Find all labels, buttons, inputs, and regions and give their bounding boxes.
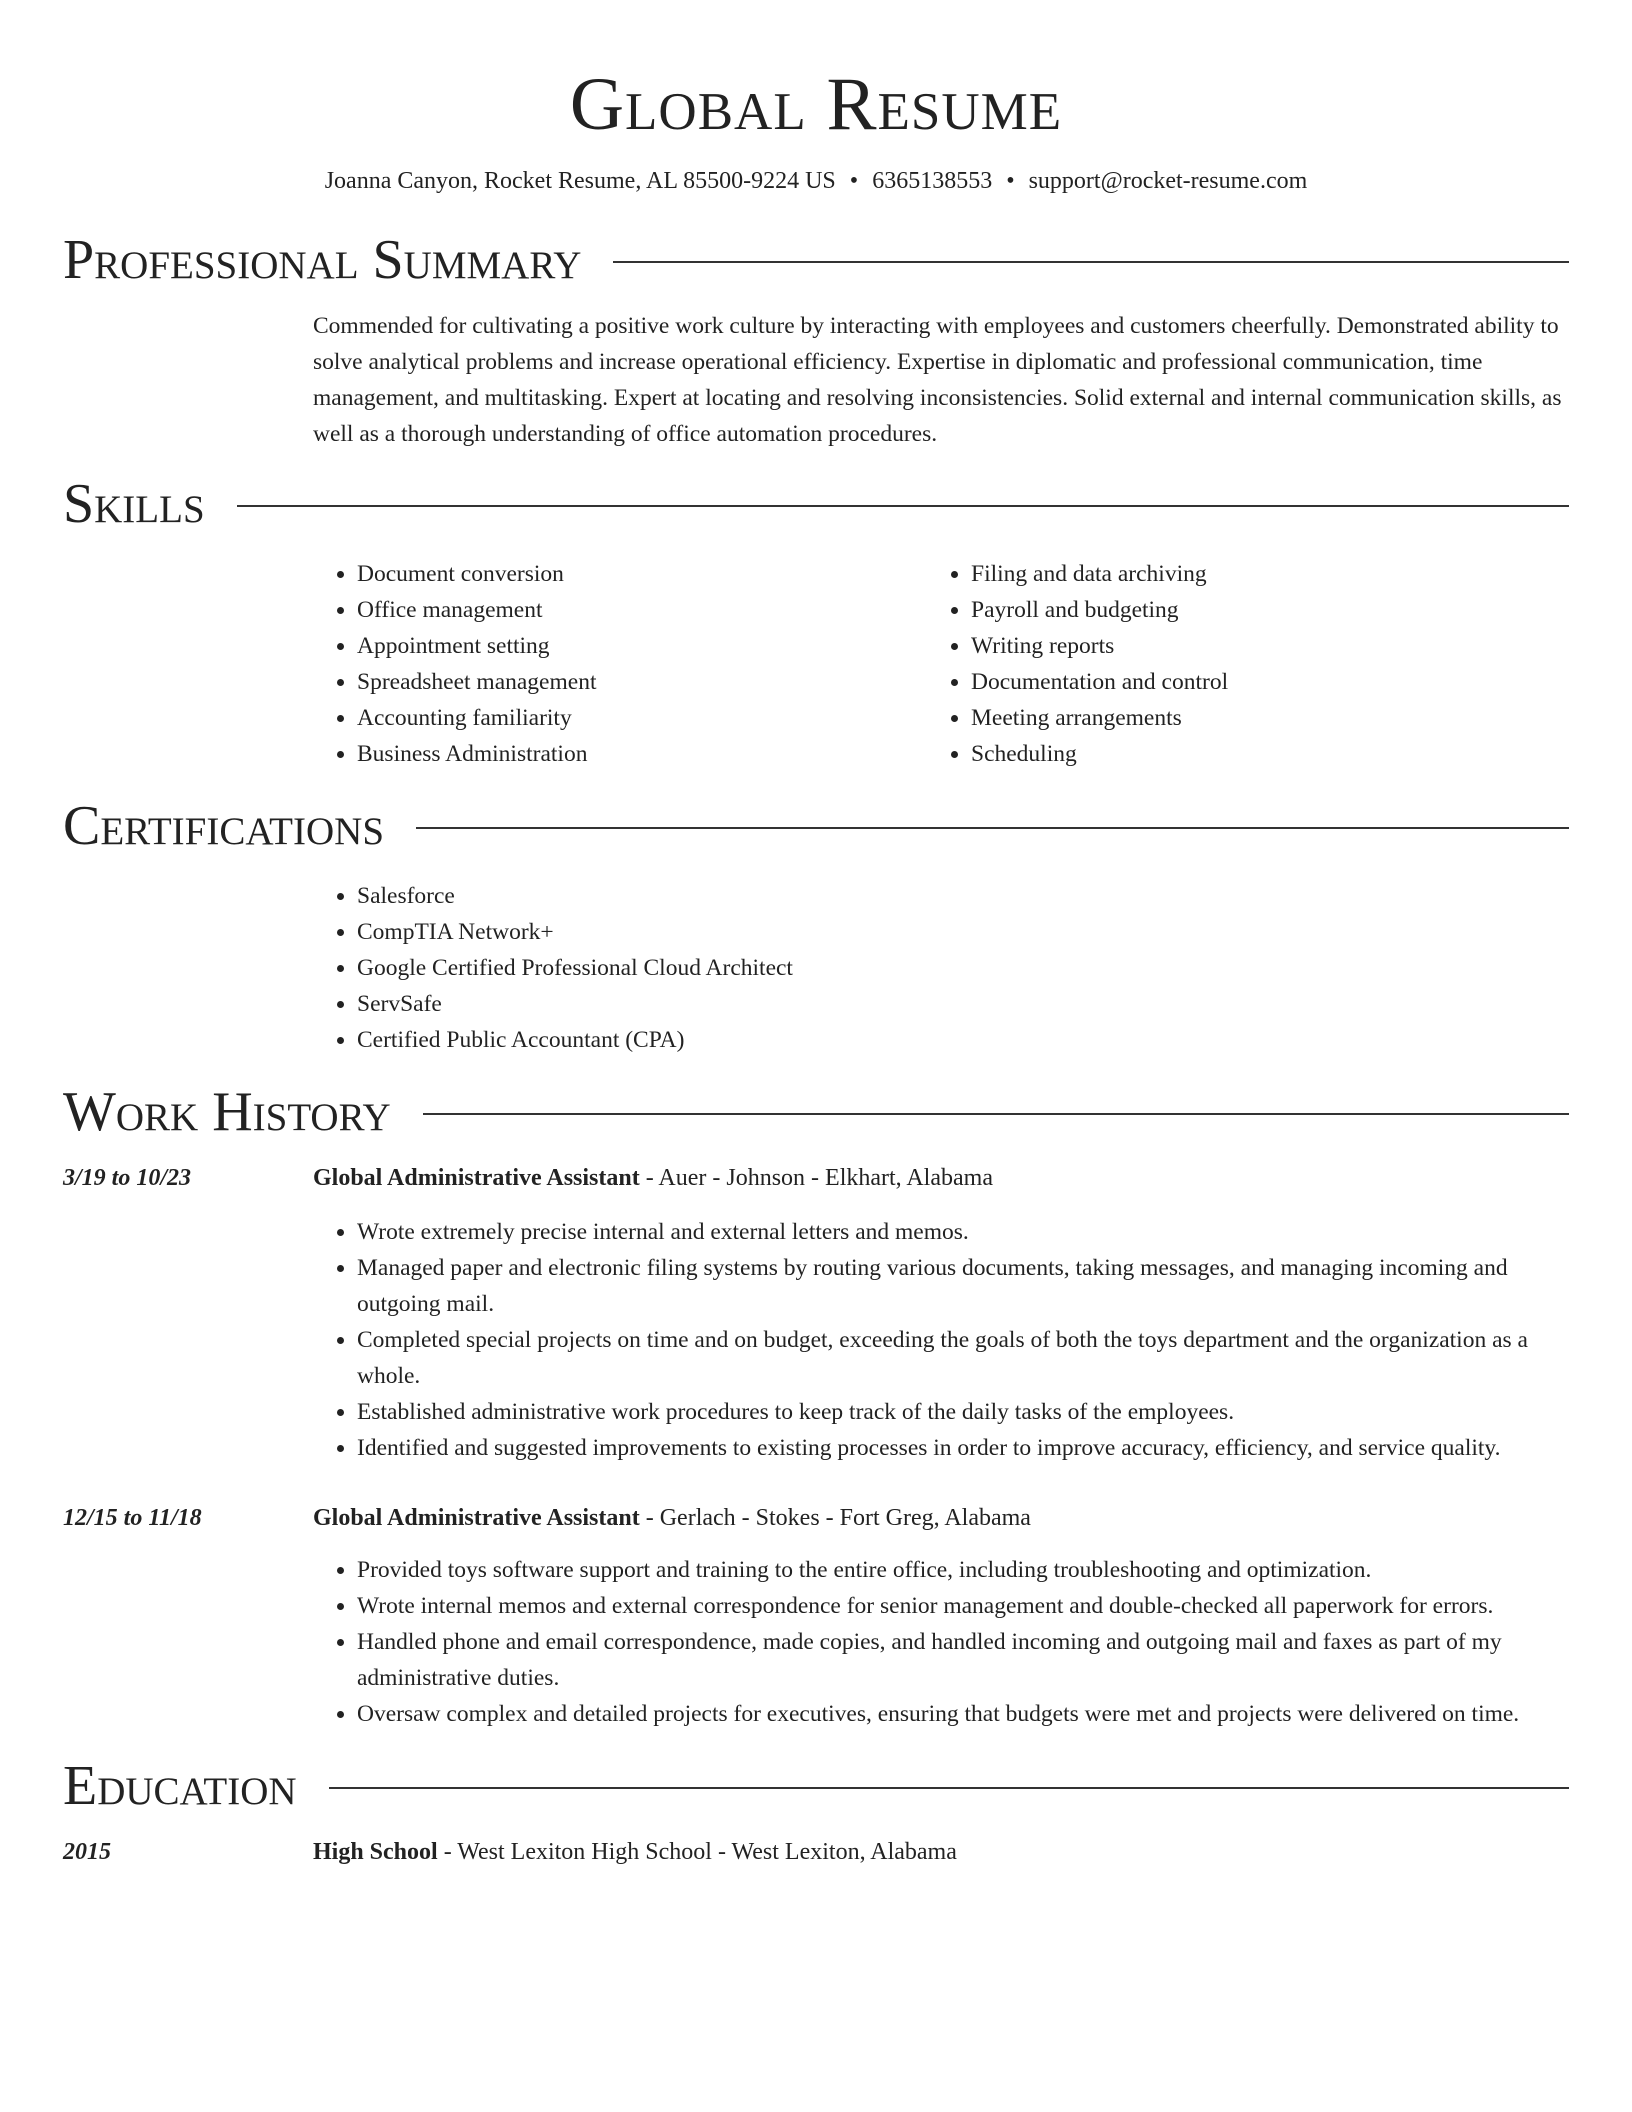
work-section-header xyxy=(63,1082,1569,1142)
job-duty-item: • Identified and suggested improvements to existing processes in order to improve accuracy, efficiency, and service quality. xyxy=(357,1430,1569,1466)
job-duty-item: • Oversaw complex and detailed projects for executives, ensuring that budgets were met and projects were delivered on time. xyxy=(357,1696,1569,1732)
skills-column-left xyxy=(313,556,927,772)
section-divider xyxy=(613,261,1569,263)
skill-item: • Office management xyxy=(357,592,927,628)
contact-email: support@rocket-resume.com xyxy=(1028,168,1308,194)
job-duties-list xyxy=(313,1214,1569,1466)
job-duty-item: • Wrote extremely precise internal and external letters and memos. xyxy=(357,1214,1569,1250)
skill-item: • Documentation and control xyxy=(971,664,1541,700)
contact-phone: 6365138553 xyxy=(872,168,993,194)
certifications-list xyxy=(313,878,1569,1058)
job-heading xyxy=(313,1500,1031,1536)
certifications-block xyxy=(313,878,1569,1058)
section-divider xyxy=(237,505,1569,507)
skill-item: • Appointment setting xyxy=(357,628,927,664)
job-duty-item: • Wrote internal memos and external correspondence for senior management and double-checked all paperwork for errors. xyxy=(357,1588,1569,1624)
job-duty-item: • Handled phone and email correspondence, made copies, and handled incoming and outgoing mail and faxes as part of my administrative duties. xyxy=(357,1624,1569,1696)
job-entry xyxy=(63,1500,1569,1732)
contact-address: Joanna Canyon, Rocket Resume, AL 85500-9224 US xyxy=(324,168,836,194)
contact-line xyxy=(63,166,1569,196)
education-heading xyxy=(313,1834,957,1870)
job-dates: 12/15 to 11/18 xyxy=(63,1505,202,1531)
job-company-location: - Gerlach - Stokes - Fort Greg, Alabama xyxy=(639,1505,1031,1531)
section-divider xyxy=(329,1787,1569,1789)
skills-section-header xyxy=(63,474,1569,534)
job-company-location: - Auer - Johnson - Elkhart, Alabama xyxy=(639,1165,993,1191)
education-section-title: Education xyxy=(63,1755,297,1817)
job-duty-item: • Completed special projects on time and on budget, exceeding the goals of both the toys department and the organization as a whole. xyxy=(357,1322,1569,1394)
certification-item: • Google Certified Professional Cloud Architect xyxy=(357,950,1569,986)
job-entry xyxy=(63,1160,1569,1466)
certification-item: • Salesforce xyxy=(357,878,1569,914)
contact-separator: • xyxy=(849,168,859,194)
section-divider xyxy=(416,827,1569,829)
certification-item: • ServSafe xyxy=(357,986,1569,1022)
skill-item: • Document conversion xyxy=(357,556,927,592)
certifications-section-title: Certifications xyxy=(63,795,385,857)
education-year: 2015 xyxy=(63,1839,111,1865)
skill-item: • Scheduling xyxy=(971,736,1541,772)
skills-list-right xyxy=(927,556,1541,772)
education-degree: High School xyxy=(313,1839,438,1865)
contact-separator: • xyxy=(1006,168,1015,194)
skill-item: • Accounting familiarity xyxy=(357,700,927,736)
summary-section-title: Professional Summary xyxy=(63,229,582,291)
job-heading xyxy=(313,1160,993,1196)
education-section-header xyxy=(63,1756,1569,1816)
job-header xyxy=(63,1500,1569,1536)
skill-item: • Filing and data archiving xyxy=(971,556,1541,592)
skill-item: • Writing reports xyxy=(971,628,1541,664)
skill-item: • Business Administration xyxy=(357,736,927,772)
job-title: Global Administrative Assistant xyxy=(313,1505,640,1531)
skills-list-left xyxy=(313,556,927,772)
job-dates: 3/19 to 10/23 xyxy=(63,1165,192,1191)
job-duty-item: • Managed paper and electronic filing systems by routing various documents, taking messages, and managing incoming and outgoing mail. xyxy=(357,1250,1569,1322)
summary-text: Commended for cultivating a positive work culture by interacting with employees and customers cheerfully. Demonstrated ability to solve analytical problems and increase operational efficiency. Expertise in diplomatic and professional communication, time management, and multitasking. Expert at locating and resolving inconsistencies. Solid external and internal communication skills, as well as a thorough understanding of office automation procedures. xyxy=(313,313,1562,447)
job-header xyxy=(63,1160,1569,1196)
skills-section-title: Skills xyxy=(63,473,205,535)
job-duties-list xyxy=(313,1552,1569,1732)
skill-item: • Spreadsheet management xyxy=(357,664,927,700)
education-school-location: - West Lexiton High School - West Lexiton, Alabama xyxy=(437,1839,957,1865)
education-entry xyxy=(63,1834,1569,1870)
job-title: Global Administrative Assistant xyxy=(313,1165,640,1191)
work-section-title: Work History xyxy=(63,1081,391,1143)
certification-item: • Certified Public Accountant (CPA) xyxy=(357,1022,1569,1058)
section-divider xyxy=(423,1113,1569,1115)
resume-name: Global Resume xyxy=(569,63,1063,146)
skills-grid xyxy=(313,556,1569,772)
job-duty-item: • Provided toys software support and training to the entire office, including troubleshooting and optimization. xyxy=(357,1552,1569,1588)
certification-item: • CompTIA Network+ xyxy=(357,914,1569,950)
job-duties xyxy=(313,1552,1569,1732)
job-duty-item: • Established administrative work procedures to keep track of the daily tasks of the employees. xyxy=(357,1394,1569,1430)
skills-column-right xyxy=(927,556,1541,772)
certifications-section-header xyxy=(63,796,1569,856)
skill-item: • Payroll and budgeting xyxy=(971,592,1541,628)
summary-section-header xyxy=(63,230,1569,290)
skill-item: • Meeting arrangements xyxy=(971,700,1541,736)
job-duties xyxy=(313,1214,1569,1466)
